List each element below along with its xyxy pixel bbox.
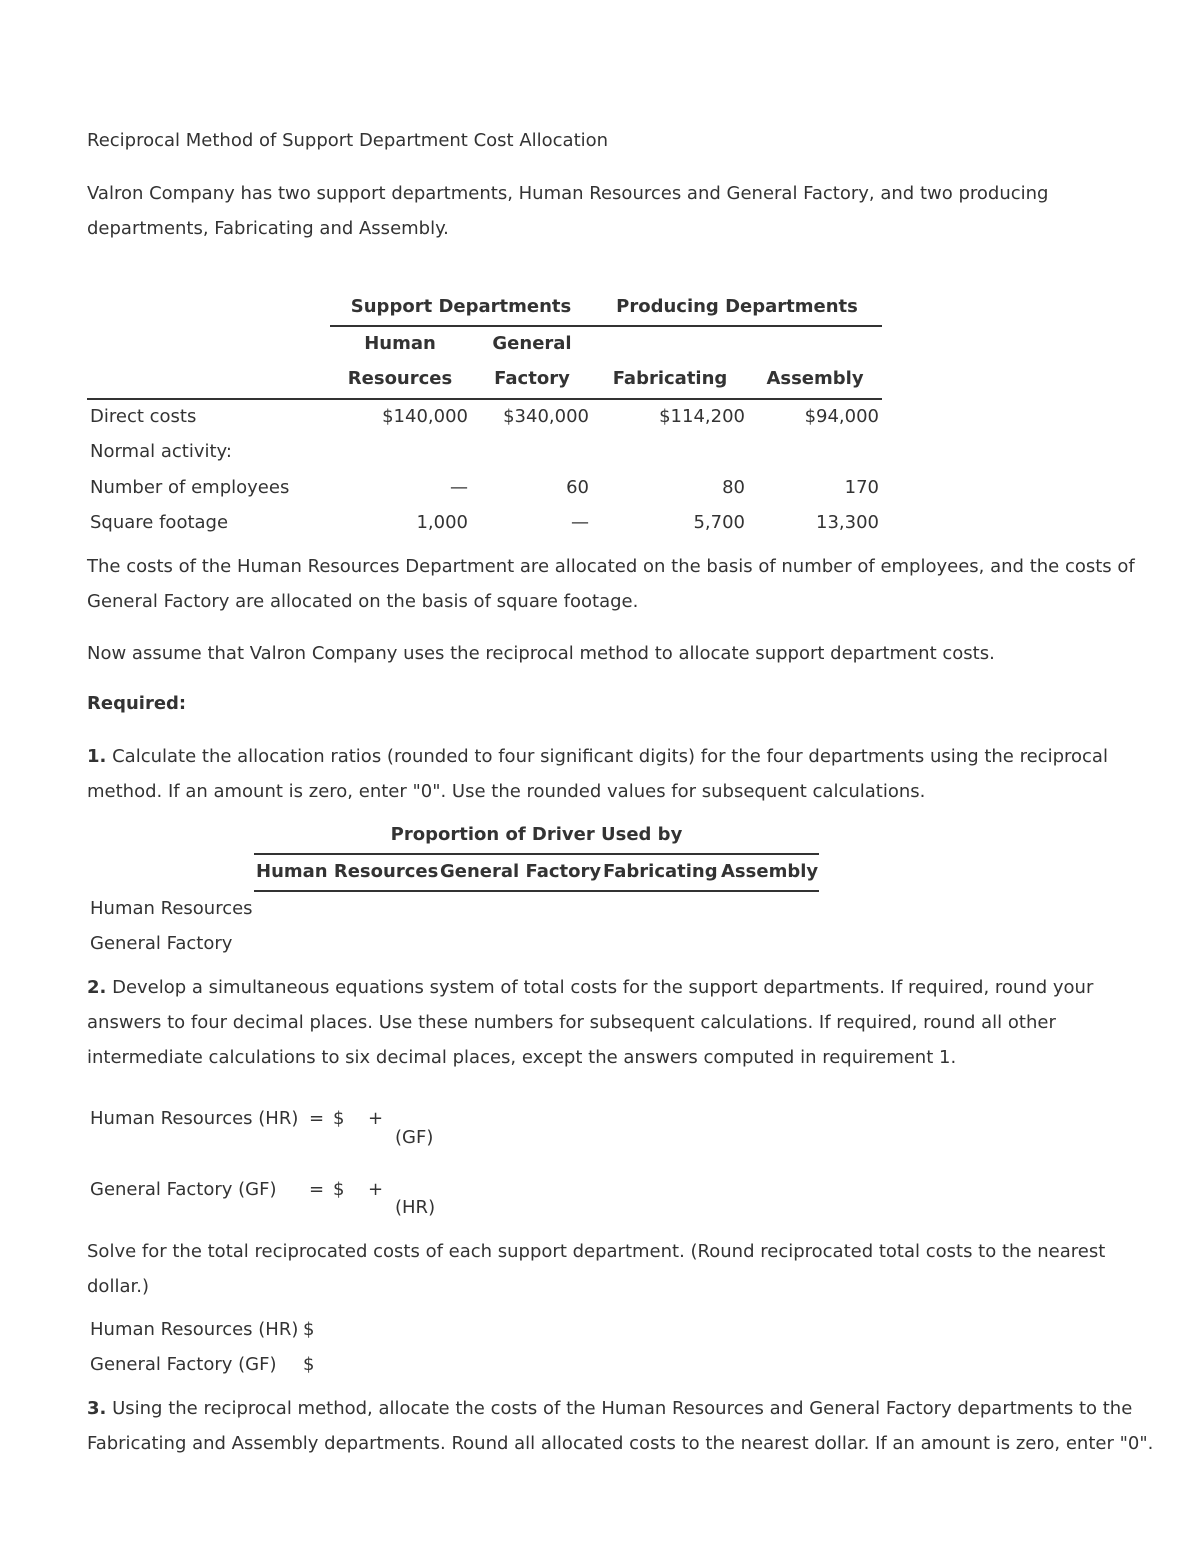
ratio-col-fab: Fabricating: [603, 861, 718, 882]
cell-employees-gf: 60: [566, 477, 589, 498]
q3-text: Using the reciprocal method, allocate the costs of the Human Resources and General Factory departments to the Fabricating and Assembly departments. Round all allocated costs to the nearest dollar. If an amount is zero, enter "0".: [87, 1398, 1154, 1454]
solve-paragraph: Solve for the total reciprocated costs of each support department. (Round reciprocated total costs to the nearest dollar.): [87, 1241, 1106, 1297]
solve-gf-dollar: $: [303, 1354, 315, 1375]
ratio-row-gf: General Factory: [90, 933, 233, 954]
q3-number: 3.: [87, 1398, 107, 1419]
eq-hr-label: Human Resources (HR): [90, 1108, 299, 1129]
cell-sqft-gf: —: [571, 512, 589, 533]
cell-direct-fab: $114,200: [659, 406, 745, 427]
required-heading: Required:: [87, 693, 187, 714]
q3-paragraph: [87, 1391, 1167, 1461]
q2-text: Develop a simultaneous equations system of total costs for the support departments. If required, round your answers to four decimal places. Use these numbers for subsequent calculations. If required, round all other intermediate calculations to six decimal places, except the answers computed in requirement 1.: [87, 977, 1094, 1068]
row-label-normal-activity: Normal activity:: [90, 441, 232, 462]
cell-direct-asm: $94,000: [804, 406, 879, 427]
cell-employees-asm: 170: [844, 477, 879, 498]
eq-hr-gf-var: (GF): [395, 1127, 434, 1148]
page-title: Reciprocal Method of Support Department Cost Allocation: [87, 130, 609, 151]
table-header-rule: [87, 398, 882, 400]
eq-gf-hr-var: (HR): [395, 1197, 436, 1218]
q2-number: 2.: [87, 977, 107, 998]
q1-text: Calculate the allocation ratios (rounded to four significant digits) for the four departments using the reciprocal method. If an amount is zero, enter "0". Use the rounded values for subsequent calculations.: [87, 746, 1108, 802]
eq-hr-dollar: $: [333, 1108, 345, 1129]
row-label-direct-costs: Direct costs: [90, 406, 197, 427]
header-producing-departments: Producing Departments: [616, 296, 858, 317]
ratio-row-hr: Human Resources: [90, 898, 253, 919]
col-assembly: Assembly: [766, 368, 864, 389]
ratio-header-rule: [254, 890, 819, 892]
assume-paragraph: Now assume that Valron Company uses the reciprocal method to allocate support department costs.: [87, 643, 995, 664]
cell-sqft-fab: 5,700: [693, 512, 745, 533]
q2-paragraph: [87, 970, 1157, 1075]
solve-gf-label: General Factory (GF): [90, 1354, 277, 1375]
ratio-col-hr: Human Resources: [256, 861, 439, 882]
ratio-title-rule: [254, 853, 819, 855]
eq-gf-plus: +: [368, 1179, 384, 1200]
intro-paragraph: Valron Company has two support departments, Human Resources and General Factory, and two producing departments, Fabricating and Assembly.: [87, 183, 1049, 239]
cell-direct-hr: $140,000: [382, 406, 468, 427]
eq-hr-plus: +: [368, 1108, 384, 1129]
eq-gf-equals: =: [309, 1179, 325, 1200]
ratio-table-title: Proportion of Driver Used by: [390, 824, 683, 845]
cell-sqft-hr: 1,000: [416, 512, 468, 533]
basis-paragraph: The costs of the Human Resources Department are allocated on the basis of number of employees, and the costs of General Factory are allocated on the basis of square footage.: [87, 556, 1135, 612]
cell-sqft-asm: 13,300: [816, 512, 879, 533]
eq-hr-equals: =: [309, 1108, 325, 1129]
col-gf-line1: General: [492, 333, 572, 354]
header-rule: [330, 325, 882, 327]
row-label-employees: Number of employees: [90, 477, 290, 498]
eq-gf-label: General Factory (GF): [90, 1179, 277, 1200]
eq-gf-dollar: $: [333, 1179, 345, 1200]
q1-paragraph: [87, 739, 1157, 809]
solve-hr-dollar: $: [303, 1319, 315, 1340]
cell-direct-gf: $340,000: [503, 406, 589, 427]
ratio-col-gf: General Factory: [440, 861, 602, 882]
col-fabricating: Fabricating: [612, 368, 728, 389]
solve-hr-label: Human Resources (HR): [90, 1319, 299, 1340]
cell-employees-fab: 80: [722, 477, 745, 498]
col-hr-line2: Resources: [347, 368, 453, 389]
ratio-col-asm: Assembly: [721, 861, 819, 882]
header-support-departments: Support Departments: [350, 296, 572, 317]
row-label-square-footage: Square footage: [90, 512, 229, 533]
q1-number: 1.: [87, 746, 107, 767]
col-gf-line2: Factory: [494, 368, 570, 389]
cell-employees-hr: —: [450, 477, 468, 498]
col-hr-line1: Human: [364, 333, 436, 354]
